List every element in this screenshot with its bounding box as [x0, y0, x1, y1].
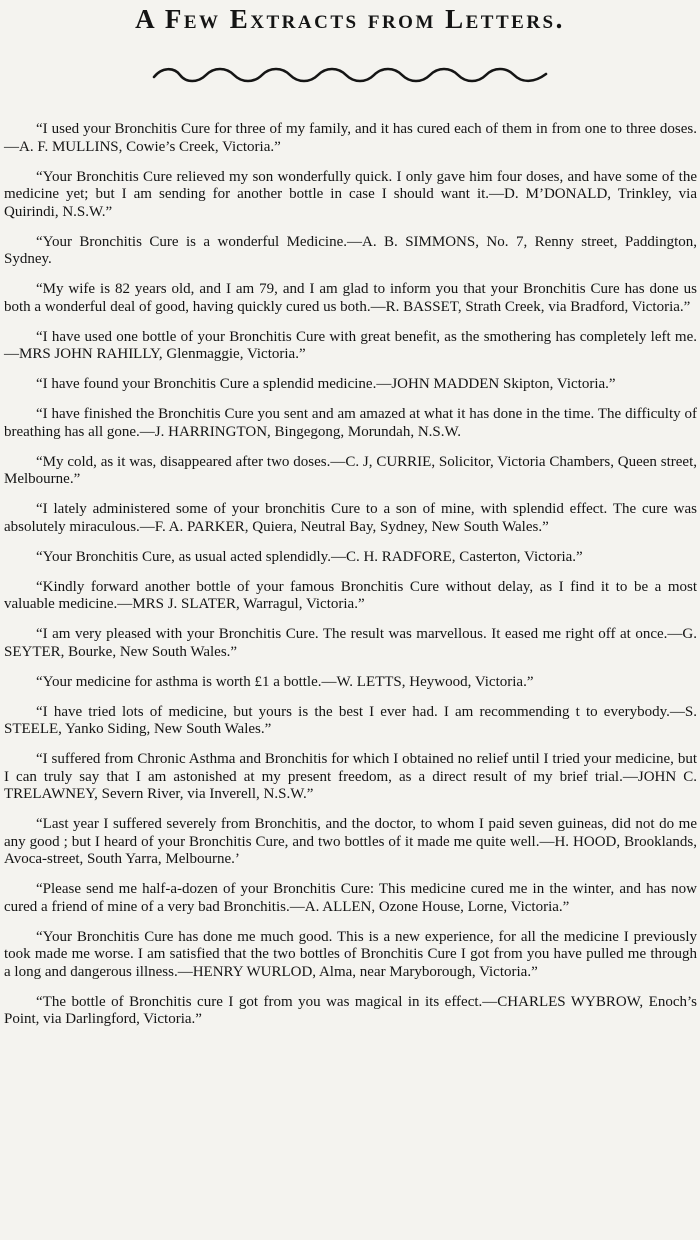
letter-extract: “Last year I suffered severely from Bronchitis, and the doctor, to whom I paid seven guineas, did not do me any good ; but I heard of your Bronchitis Cure, and two bottles of it made me quite well.—H. HOOD, Brooklands, Avoca-street, South Yarra, Melbourne.’ [4, 816, 697, 867]
letter-extract: “My cold, as it was, disappeared after two doses.—C. J, CURRIE, Solicitor, Victoria Chambers, Queen street, Melbourne.” [4, 453, 697, 487]
letter-extract: “I have tried lots of medicine, but yours is the best I ever had. I am recommending t to everybody.—S. STEELE, Yanko Siding, New South Wales.” [4, 703, 697, 737]
letter-extract: “Your Bronchitis Cure is a wonderful Medicine.—A. B. SIMMONS, No. 7, Renny street, Paddington, Sydney. [4, 233, 697, 267]
letter-extract: “Your Bronchitis Cure, as usual acted splendidly.—C. H. RADFORE, Casterton, Victoria.” [36, 548, 583, 565]
letter-extract: “Your Bronchitis Cure has done me much good. This is a new experience, for all the medicine I previously took made me worse. I am satisfied that the two bottles of Bronchitis Cure I got from you have pulled me through a long and dangerous illness.—HENRY WURLOD, Alma, near Maryborough, Victoria.” [4, 928, 697, 980]
letter-extract: “I lately administered some of your bronchitis Cure to a son of mine, with splendid effect. The cure was absolutely miraculous.—F. A. PARKER, Quiera, Neutral Bay, Sydney, New South Wales.” [4, 501, 697, 535]
letter-extract: “I have finished the Bronchitis Cure you sent and am amazed at what it has done in the time. The difficulty of breathing has all gone.—J. HARRINGTON, Bingegong, Morundah, N.S.W. [4, 406, 697, 440]
letter-extract: “I have found your Bronchitis Cure a splendid medicine.—JOHN MADDEN Skipton, Victoria.” [36, 376, 616, 392]
letter-extract: “Kindly forward another bottle of your famous Bronchitis Cure without delay, as I find it to be a most valuable medicine.—MRS J. SLATER, Warragul, Victoria.” [4, 578, 697, 612]
letter-extract: “Please send me half-a-dozen of your Bronchitis Cure: This medicine cured me in the winter, and has now cured a friend of mine of a very bad Bronchitis.—A. ALLEN, Ozone House, Lorne, Victoria.” [4, 881, 697, 915]
letter-extract: “I suffered from Chronic Asthma and Bronchitis for which I obtained no relief until I tried your medicine, but I can truly say that I am astonished at my present freedom, as a direct result of my brief trial.—JOHN C. TRELAWNEY, Severn River, via Inverell, N.S.W.” [4, 751, 697, 802]
letter-extract: “I used your Bronchitis Cure for three of my family, and it has cured each of them in from one to three doses.—A. F. MULLINS, Cowie’s Creek, Victoria.” [4, 121, 697, 155]
letter-extracts-list [4, 121, 697, 1041]
letter-extract: “Your medicine for asthma is worth £1 a bottle.—W. LETTS, Heywood, Victoria.” [36, 673, 534, 690]
decorative-flourish [150, 64, 550, 86]
letter-extract: “My wife is 82 years old, and I am 79, and I am glad to inform you that your Bronchitis Cure has done us both a wonderful deal of good, having quickly cured us both.—R. BASSET, Strath Creek, via Bradford, Victoria.” [4, 281, 697, 315]
letter-extract: “I am very pleased with your Bronchitis Cure. The result was marvellous. It eased me right off at once.—G. SEYTER, Bourke, New South Wales.” [4, 626, 697, 660]
letter-extract: “I have used one bottle of your Bronchitis Cure with great benefit, as the smothering has completely left me.—MRS JOHN RAHILLY, Glenmaggie, Victoria.” [4, 328, 697, 362]
letter-extract: “Your Bronchitis Cure relieved my son wonderfully quick. I only gave him four doses, and have some of the medicine yet; but I am sending for another bottle in case I should want it.—D. M’DONALD, Trinkley, via Quirindi, N.S.W.” [4, 168, 697, 220]
letter-extract: “The bottle of Bronchitis cure I got from you was magical in its effect.—CHARLES WYBROW, Enoch’s Point, via Darlingford, Victoria.” [4, 993, 697, 1027]
page-title: A Few Extracts from Letters. [135, 4, 565, 34]
